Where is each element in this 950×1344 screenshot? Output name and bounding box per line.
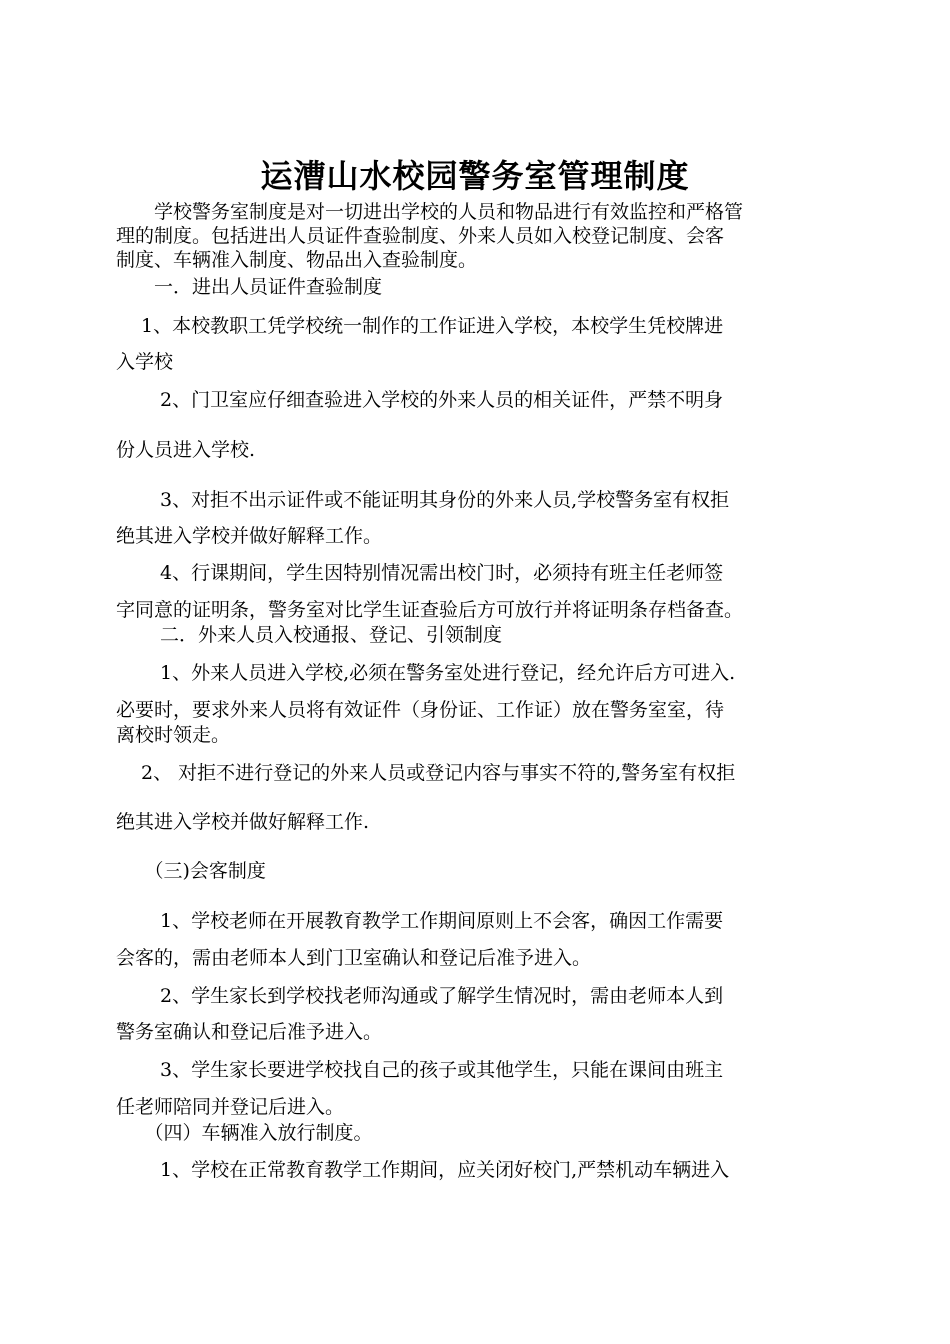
section-heading: （三)会客制度 — [116, 860, 266, 882]
paragraph-line: 绝其进入学校并做好解释工作. — [116, 811, 370, 833]
paragraph-line: 1、学校在正常教育教学工作期间，应关闭好校门,严禁机动车辆进入 — [116, 1159, 730, 1181]
document-title: 运漕山水校园警务室管理制度 — [260, 157, 690, 195]
paragraph-line: 3、对拒不出示证件或不能证明其身份的外来人员,学校警务室有权拒 — [116, 489, 730, 511]
section-heading: 二．外来人员入校通报、登记、引领制度 — [116, 624, 503, 646]
paragraph-line: 4、行课期间，学生因特别情况需出校门时，必须持有班主任老师签 — [116, 562, 724, 584]
paragraph-line: 制度、车辆准入制度、物品出入查验制度。 — [116, 249, 478, 271]
paragraph-line: 2、学生家长到学校找老师沟通或了解学生情况时，需由老师本人到 — [116, 985, 724, 1007]
paragraph-line: 入学校 — [116, 351, 174, 373]
section-heading: （四）车辆准入放行制度。 — [116, 1122, 373, 1144]
paragraph-line: 1、本校教职工凭学校统一制作的工作证进入学校，本校学生凭校牌进 — [116, 315, 724, 337]
paragraph-line: 3、学生家长要进学校找自己的孩子或其他学生，只能在课间由班主 — [116, 1059, 724, 1081]
section-heading: 一．进出人员证件查验制度 — [116, 276, 383, 298]
paragraph-line: 2、 对拒不进行登记的外来人员或登记内容与事实不符的,警务室有权拒 — [116, 762, 736, 784]
paragraph-line: 任老师陪同并登记后进入。 — [116, 1096, 345, 1118]
paragraph-line: 会客的，需由老师本人到门卫室确认和登记后准予进入。 — [116, 947, 592, 969]
paragraph-line: 1、外来人员进入学校,必须在警务室处进行登记，经允许后方可进入. — [116, 662, 736, 684]
paragraph-line: 必要时，要求外来人员将有效证件（身份证、工作证）放在警务室室，待 — [116, 699, 725, 721]
paragraph-line: 警务室确认和登记后准予进入。 — [116, 1021, 383, 1043]
paragraph-line: 字同意的证明条，警务室对比学生证查验后方可放行并将证明条存档备查。 — [116, 599, 744, 621]
paragraph-line: 离校时领走。 — [116, 724, 231, 746]
paragraph-line: 份人员进入学校. — [116, 439, 256, 461]
paragraph-line: 1、学校老师在开展教育教学工作期间原则上不会客，确因工作需要 — [116, 910, 724, 932]
paragraph-line: 绝其进入学校并做好解释工作。 — [116, 525, 383, 547]
paragraph-line: 理的制度。包括进出人员证件查验制度、外来人员如入校登记制度、会客 — [116, 225, 725, 247]
paragraph-line: 2、门卫室应仔细查验进入学校的外来人员的相关证件，严禁不明身 — [116, 389, 724, 411]
paragraph-line: 学校警务室制度是对一切进出学校的人员和物品进行有效监控和严格管 — [116, 201, 744, 223]
